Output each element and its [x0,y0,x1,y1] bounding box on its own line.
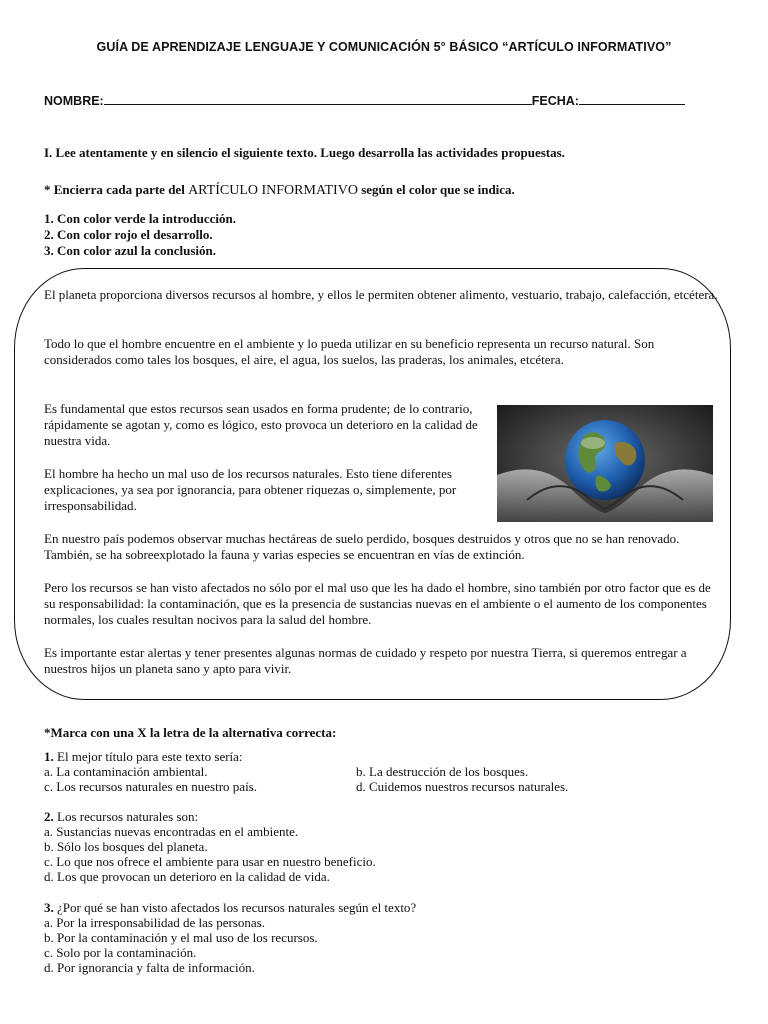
step-blue: 3. Con color azul la conclusión. [44,243,217,258]
question-1-option-a[interactable]: a. La contaminación ambiental. [44,764,208,779]
question-2-number: 2. [44,809,54,824]
question-1-options-right [356,764,568,794]
circle-instruction-highlight: ARTÍCULO INFORMATIVO [188,183,358,198]
article-paragraph-4: El hombre ha hecho un mal uso de los recursos naturales. Esto tiene diferentes explicaciones, ya sea por ignorancia, para obtener riquezas o, simplemente, por irresponsabilidad. [44,466,457,513]
question-3-option-b[interactable]: b. Por la contaminación y el mal uso de los recursos. [44,930,318,945]
question-1-option-d[interactable]: d. Cuidemos nuestros recursos naturales. [356,779,569,794]
question-1-options-left [44,764,257,794]
question-3-option-c[interactable]: c. Solo por la contaminación. [44,945,197,960]
question-3-text: ¿Por qué se han visto afectados los recursos naturales según el texto? [53,900,417,915]
question-1 [44,749,243,764]
article-paragraph-7: Es importante estar alertas y tener presentes algunas normas de cuidado y respeto por nuestra Tierra, si queremos entregar a nuestros hijos un planeta sano y apto para vivir. [44,645,687,676]
circle-instruction [44,182,515,199]
article-paragraph-1: El planeta proporciona diversos recursos al hombre, y ellos le permiten obtener alimento, vestuario, trabajo, calefacción, etcétera. [44,287,718,302]
step-green: 1. Con color verde la introducción. [44,211,236,226]
question-2-option-a[interactable]: a. Sustancias nuevas encontradas en el ambiente. [44,824,299,839]
article-paragraph-3: Es fundamental que estos recursos sean usados en forma prudente; de lo contrario, rápidamente se agotan y, como es lógico, esto provoca un deterioro en la calidad de nuestra vida. [44,401,478,448]
globe-in-hands-icon [497,405,713,522]
circle-instruction-suffix: según el color que se indica. [357,182,515,197]
page-title: GUÍA DE APRENDIZAJE LENGUAJE Y COMUNICACIÓN 5° BÁSICO “ARTÍCULO INFORMATIVO” [96,40,672,54]
question-1-text: El mejor título para este texto sería: [53,749,243,764]
question-3-number: 3. [44,900,54,915]
question-1-option-c[interactable]: c. Los recursos naturales en nuestro país. [44,779,257,794]
date-label: FECHA: [531,94,579,108]
date-field-line[interactable] [579,93,685,105]
circle-instruction-prefix: * Encierra cada parte del [44,182,189,197]
question-1-option-b[interactable]: b. La destrucción de los bosques. [356,764,529,779]
name-date-row [44,93,685,108]
quiz-instruction: *Marca con una X la letra de la alternativa correcta: [44,725,337,740]
step-red: 2. Con color rojo el desarrollo. [44,227,213,242]
article-paragraph-6: Pero los recursos se han visto afectados no sólo por el mal uso que les ha dado el hombre, sino también por otro factor que es de su responsabilidad: la contaminación, que es la presencia de sustancias nuevas en el ambiente o el aumento de los componentes normales, los cuales resultan nocivos para la salud del hombre. [44,580,711,627]
question-2-option-b[interactable]: b. Sólo los bosques del planeta. [44,839,208,854]
question-2-option-d[interactable]: d. Los que provocan un deterioro en la calidad de vida. [44,869,330,884]
name-field-line[interactable] [104,93,532,105]
article-paragraph-5: En nuestro país podemos observar muchas hectáreas de suelo perdido, bosques destruidos y otros que no se han renovado. También, se ha sobreexplotado la fauna y varias especies se encuentran en vías de extinción. [44,531,680,562]
question-1-number: 1. [44,749,54,764]
color-steps [44,211,236,259]
name-label: NOMBRE: [44,94,104,108]
reading-instruction: I. Lee atentamente y en silencio el siguiente texto. Luego desarrolla las actividades propuestas. [44,145,565,160]
question-2-option-c[interactable]: c. Lo que nos ofrece el ambiente para usar en nuestro beneficio. [44,854,376,869]
question-3-option-d[interactable]: d. Por ignorancia y falta de información. [44,960,255,975]
question-3-option-a[interactable]: a. Por la irresponsabilidad de las personas. [44,915,265,930]
question-3 [44,900,416,975]
question-2 [44,809,376,884]
article-paragraph-2: Todo lo que el hombre encuentre en el ambiente y lo pueda utilizar en su beneficio representa un recurso natural. Son considerados como tales los bosques, el aire, el agua, los suelos, las praderas, los animales, etcétera. [44,336,655,367]
question-2-text: Los recursos naturales son: [53,809,199,824]
